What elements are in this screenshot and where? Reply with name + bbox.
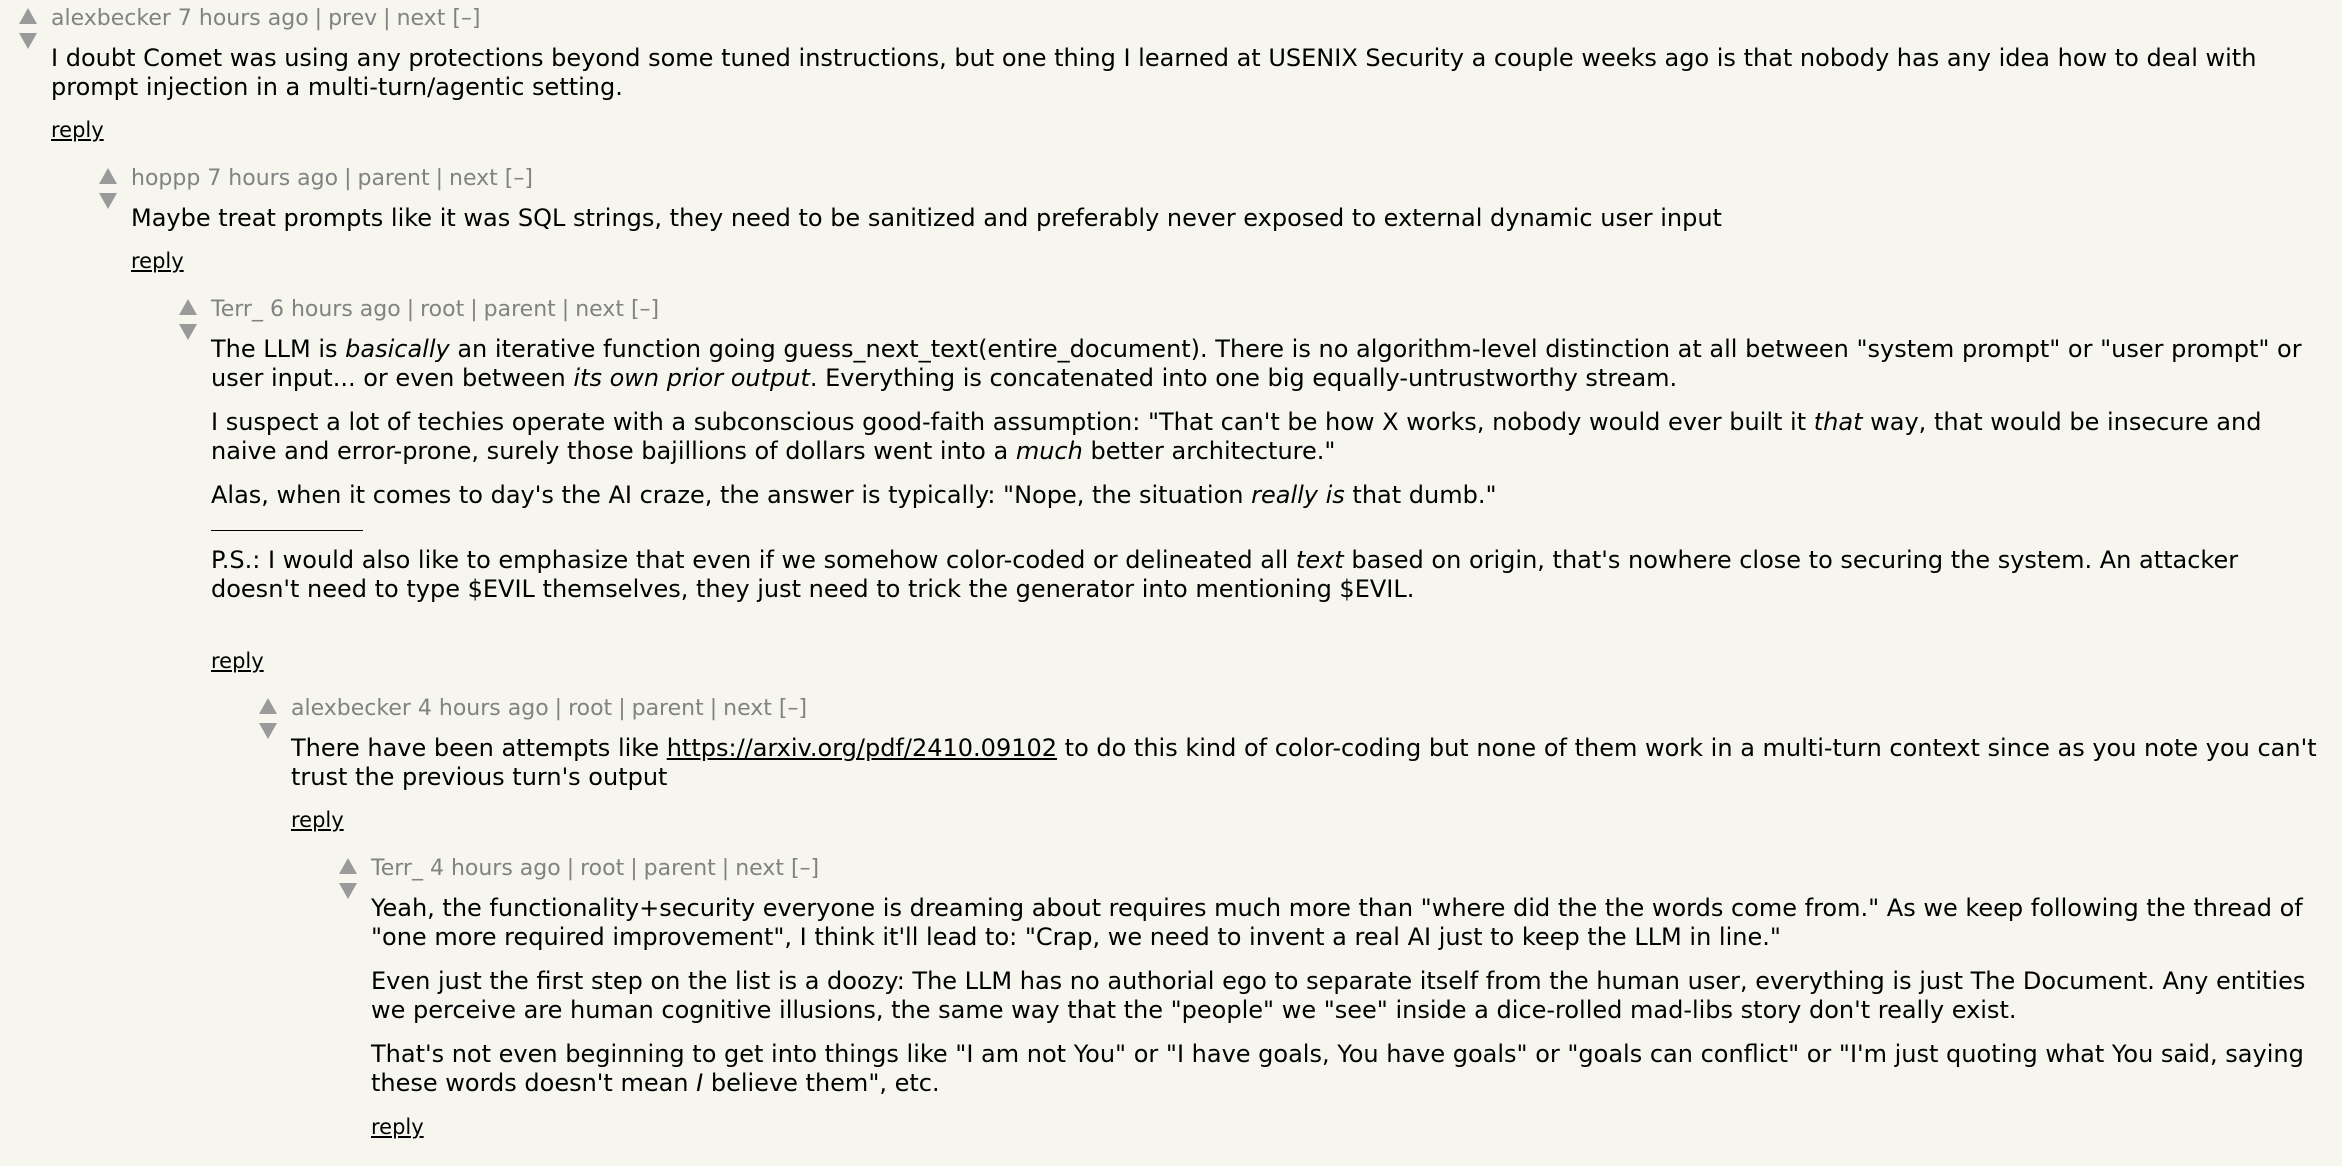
collapse-toggle[interactable]: [–] [790, 856, 820, 881]
separator: | [566, 856, 575, 881]
comment-paragraph [371, 1040, 2326, 1098]
comment-age[interactable]: 4 hours ago [429, 856, 561, 881]
comment-text [131, 204, 2326, 233]
root-link[interactable]: root [568, 696, 613, 721]
comment-paragraph [211, 546, 2326, 604]
comment-paragraph: Yeah, the functionality+security everyone is dreaming about requires much more than "where did the the words come from." As we keep following the thread of "one more required improvement", I think it'll lead to: "Crap, we need to invent a real AI just to keep the LLM in line." [371, 894, 2303, 951]
vote-controls [17, 8, 39, 49]
emphasis: much [1015, 437, 1083, 465]
separator: | [561, 297, 570, 322]
parent-link[interactable]: parent [357, 166, 430, 191]
comment-text [211, 335, 2326, 604]
emphasis: its own prior output [573, 364, 810, 392]
next-link[interactable]: next [723, 696, 772, 721]
emphasis: that [1813, 408, 1863, 436]
comment-age[interactable]: 4 hours ago [417, 696, 549, 721]
comment-age[interactable]: 7 hours ago [177, 6, 309, 31]
text-segment: There have been attempts like [291, 734, 667, 762]
comment-user[interactable]: hoppp [131, 166, 201, 191]
emphasis: basically [345, 335, 450, 363]
vote-controls [97, 168, 119, 209]
separator: | [709, 696, 718, 721]
comment-header [211, 295, 659, 325]
reply-link[interactable]: reply [371, 1115, 424, 1139]
separator: | [554, 696, 563, 721]
comment-text [291, 734, 2326, 792]
comment-paragraph [211, 481, 2326, 510]
downvote-arrow-icon[interactable] [179, 324, 197, 340]
comment-user[interactable]: Terr_ [371, 856, 423, 881]
comment-paragraph: Even just the first step on the list is a doozy: The LLM has no authorial ego to separate itself from the human user, everything is just The Document. Any entities we perceive are human cognitive illusions, the same way that the "people" we "see" inside a dice-rolled mad-libs story don't really exist. [371, 967, 2306, 1024]
comment-header [291, 694, 807, 724]
upvote-arrow-icon[interactable] [179, 299, 197, 315]
comment-header [51, 4, 481, 34]
horizontal-rule [211, 530, 363, 531]
text-segment: better architecture." [1082, 437, 1336, 465]
parent-link[interactable]: parent [643, 856, 716, 881]
comment-text [51, 44, 2326, 102]
reply-link[interactable]: reply [51, 118, 104, 142]
root-link[interactable]: root [580, 856, 625, 881]
separator: | [406, 297, 415, 322]
comment-text [371, 894, 2326, 1098]
comment-paragraph [211, 408, 2326, 466]
collapse-toggle[interactable]: [–] [504, 166, 533, 191]
vote-controls [177, 299, 199, 340]
comment-user[interactable]: alexbecker [51, 6, 171, 31]
vote-controls [337, 858, 359, 899]
separator: | [383, 6, 391, 31]
emphasis: I [696, 1069, 704, 1097]
comment-paragraph: Maybe treat prompts like it was SQL strings, they need to be sanitized and preferably never exposed to external dynamic user input [131, 204, 1722, 232]
text-segment: that dumb." [1344, 481, 1497, 509]
emphasis: text [1295, 546, 1344, 574]
text-segment: Alas, when it comes to day's the AI craze, the answer is typically: "Nope, the situation [211, 481, 1252, 509]
arxiv-link[interactable]: https://arxiv.org/pdf/2410.09102 [666, 734, 1058, 762]
next-link[interactable]: next [735, 856, 784, 881]
comment-user[interactable]: Terr_ [211, 297, 263, 322]
comment-paragraph [291, 734, 2326, 792]
text-segment: . Everything is concatenated into one big equally-untrustworthy stream. [809, 364, 1678, 392]
text-segment: The LLM is [211, 335, 346, 363]
emphasis: really is [1251, 481, 1345, 509]
reply-link[interactable]: reply [211, 649, 264, 673]
downvote-arrow-icon[interactable] [339, 883, 357, 899]
separator: | [344, 166, 352, 191]
comment-header [131, 164, 533, 194]
separator: | [314, 6, 323, 31]
downvote-arrow-icon[interactable] [259, 723, 277, 739]
upvote-arrow-icon[interactable] [99, 168, 117, 184]
upvote-arrow-icon[interactable] [259, 698, 277, 714]
next-link[interactable]: next [575, 297, 624, 322]
comment-age[interactable]: 7 hours ago [207, 166, 339, 191]
next-link[interactable]: next [396, 6, 446, 31]
separator: | [435, 166, 444, 191]
text-segment: P.S.: I would also like to emphasize that even if we somehow color-coded or delineated all [211, 546, 1296, 574]
text-segment: That's not even beginning to get into things like "I am not You" or "I have goals, You have goals" or "goals can conflict" or "I'm just quoting what You said, saying these words doesn't mean [371, 1040, 2304, 1097]
text-segment: way, that would be insecure and naive and error-prone, surely those bajillions of dollars went into a [211, 408, 2262, 465]
vote-controls [257, 698, 279, 739]
collapse-toggle[interactable]: [–] [452, 6, 481, 31]
text-segment: believe them", etc. [703, 1069, 940, 1097]
comment-age[interactable]: 6 hours ago [269, 297, 401, 322]
reply-link[interactable]: reply [131, 249, 184, 273]
separator: | [721, 856, 730, 881]
comment-paragraph: I doubt Comet was using any protections beyond some tuned instructions, but one thing I learned at USENIX Security a couple weeks ago is that nobody has any idea how to deal with prompt injection in a multi-turn/agentic setting. [51, 44, 2257, 101]
text-segment: to do this kind of color-coding but none of them work in a multi-turn context since as you note you can't trust the previous turn's output [291, 734, 2317, 791]
collapse-toggle[interactable]: [–] [630, 297, 660, 322]
collapse-toggle[interactable]: [–] [778, 696, 808, 721]
prev-link[interactable]: prev [328, 6, 378, 31]
reply-link[interactable]: reply [291, 808, 344, 832]
downvote-arrow-icon[interactable] [99, 193, 117, 209]
parent-link[interactable]: parent [483, 297, 556, 322]
parent-link[interactable]: parent [631, 696, 704, 721]
next-link[interactable]: next [449, 166, 498, 191]
downvote-arrow-icon[interactable] [19, 33, 37, 49]
comment-header [371, 854, 819, 884]
text-segment: based on origin, that's nowhere close to securing the system. An attacker doesn't need to type $EVIL themselves, they just need to trick the generator into mentioning $EVIL. [211, 546, 2239, 603]
text-segment: I suspect a lot of techies operate with a subconscious good-faith assumption: "That can't be how X works, nobody would ever built it [211, 408, 1814, 436]
comment-user[interactable]: alexbecker [291, 696, 411, 721]
separator: | [630, 856, 638, 881]
root-link[interactable]: root [420, 297, 465, 322]
separator: | [618, 696, 626, 721]
separator: | [470, 297, 478, 322]
comment-paragraph [211, 335, 2326, 393]
upvote-arrow-icon[interactable] [19, 8, 37, 24]
upvote-arrow-icon[interactable] [339, 858, 357, 874]
text-segment: an iterative function going guess_next_text(entire_document). There is no algorithm-level distinction at all between "system prompt" or "user prompt" or user input... or even between [211, 335, 2302, 392]
